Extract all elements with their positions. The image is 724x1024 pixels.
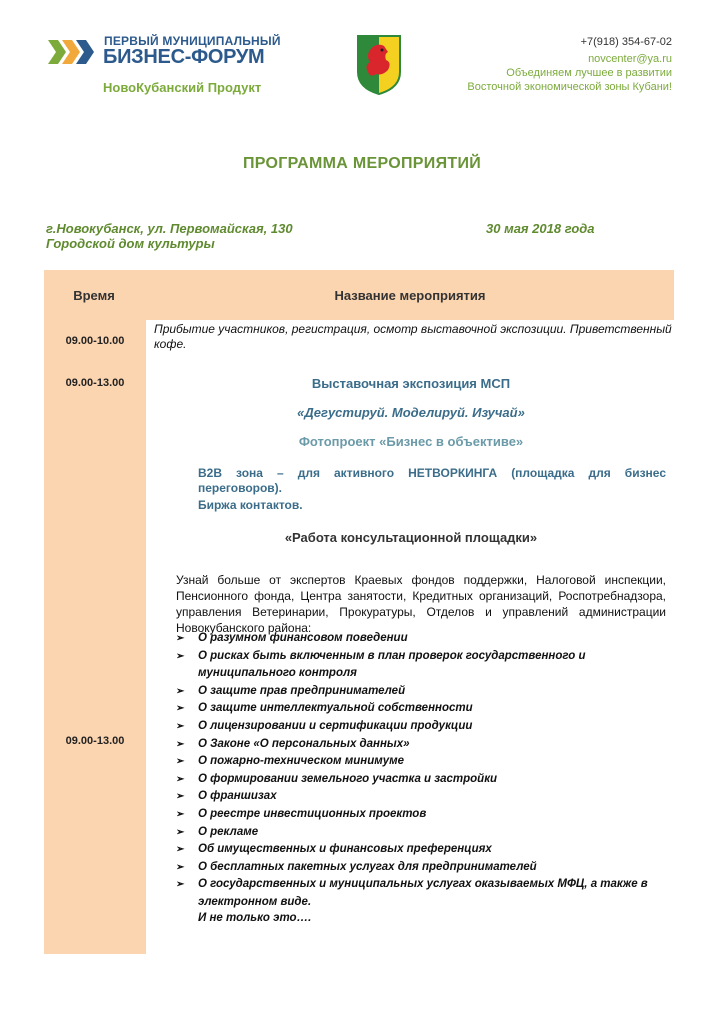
list-item: ➢ О бесплатных пакетных услугах для предпринимателей (176, 859, 674, 877)
arrow-bullet-icon: ➢ (176, 720, 185, 732)
page-title: ПРОГРАММА МЕРОПРИЯТИЙ (242, 155, 482, 172)
list-item: ➢ О лицензировании и сертификации продукции (176, 718, 674, 736)
contact-email[interactable]: novcenter@ya.ru (588, 53, 672, 65)
arrow-bullet-icon: ➢ (176, 826, 185, 838)
arrow-bullet-icon: ➢ (176, 738, 185, 750)
arrow-bullet-icon: ➢ (176, 861, 185, 873)
row2-time: 09.00-13.00 (65, 377, 125, 389)
slogan-line1: Объединяем лучшее в развитии (506, 67, 672, 79)
list-item: ➢ О рекламе (176, 824, 674, 842)
arrow-bullet-icon: ➢ (176, 703, 185, 715)
time-column-bg (44, 320, 146, 954)
slogan-line2: Восточной экономической зоны Кубани! (467, 81, 672, 93)
column-header-time: Время (73, 288, 115, 303)
row2-heading-consult: «Работа консультационной площадки» (284, 530, 538, 545)
row1-text: Прибытие участников, регистрация, осмотр выставочной экспозиции. Приветственный кофе. (154, 322, 672, 351)
forum-subtitle: НовоКубанский Продукт (103, 80, 262, 95)
arrow-bullet-icon: ➢ (176, 791, 185, 803)
coat-of-arms-icon (354, 32, 404, 96)
list-item: ➢ О защите интеллектуальной собственности (176, 700, 674, 718)
list-item: ➢ О формировании земельного участка и застройки (176, 771, 674, 789)
list-item: ➢ О Законе «О персональных данных» (176, 736, 674, 754)
event-date: 30 мая 2018 года (486, 221, 595, 236)
contact-phone: +7(918) 354-67-02 (580, 36, 672, 48)
list-item: ➢ О защите прав предпринимателей (176, 683, 674, 701)
column-header-name: Название мероприятия (334, 288, 486, 303)
row2-contact-exchange: Биржа контактов. (198, 498, 303, 512)
row3-tail: И не только это…. (198, 912, 312, 924)
row3-time: 09.00-13.00 (65, 735, 125, 747)
arrow-bullet-icon: ➢ (176, 844, 185, 856)
arrow-bullet-icon: ➢ (176, 756, 185, 768)
list-item: ➢ О пожарно-техническом минимуме (176, 753, 674, 771)
forum-title-line2: БИЗНЕС-ФОРУМ (103, 46, 265, 68)
topics-list (176, 630, 674, 912)
row1-time: 09.00-10.00 (65, 335, 125, 347)
list-item: ➢ Об имущественных и финансовых преференциях (176, 841, 674, 859)
arrow-bullet-icon: ➢ (176, 879, 185, 891)
arrow-bullet-icon: ➢ (176, 633, 185, 644)
arrow-bullet-icon: ➢ (176, 773, 185, 785)
venue-place: Городской дом культуры (46, 236, 215, 251)
row2-heading-expo: Выставочная экспозиция МСП (311, 376, 511, 391)
row3-intro: Узнай больше от экспертов Краевых фондов поддержки, Налоговой инспекции, Пенсионного фонда, Центра занятости, Кредитных организаций, Роспотребнадзора, управления Ветеринарии, Прокуратуры, Отделов и управлений администрации Новокубанского района: (176, 573, 666, 635)
row2-b2b-zone: B2B зона – для активного НЕТВОРКИНГА (площадка для бизнес переговоров). (198, 466, 666, 495)
arrow-bullet-icon: ➢ (176, 808, 185, 820)
list-item: ➢ О разумном финансовом поведении (176, 630, 674, 648)
chevron-logo-icon (48, 36, 98, 68)
arrow-bullet-icon: ➢ (176, 650, 185, 662)
row2-heading-taste: «Дегустируй. Моделируй. Изучай» (297, 405, 525, 420)
list-item: ➢ О франшизах (176, 788, 674, 806)
list-item: ➢ О рисках быть включенным в план проверок государственного и муниципального контроля (176, 649, 586, 680)
list-item: ➢ О государственных и муниципальных услугах оказываемых МФЦ, а также в электронном виде. (176, 878, 648, 908)
list-item: ➢ О реестре инвестиционных проектов (176, 806, 674, 824)
row2-heading-photo: Фотопроект «Бизнес в объективе» (298, 434, 524, 449)
forum-title-line1: ПЕРВЫЙ МУНИЦИПАЛЬНЫЙ (104, 34, 281, 48)
arrow-bullet-icon: ➢ (176, 685, 185, 697)
venue-address: г.Новокубанск, ул. Первомайская, 130 (46, 221, 293, 236)
